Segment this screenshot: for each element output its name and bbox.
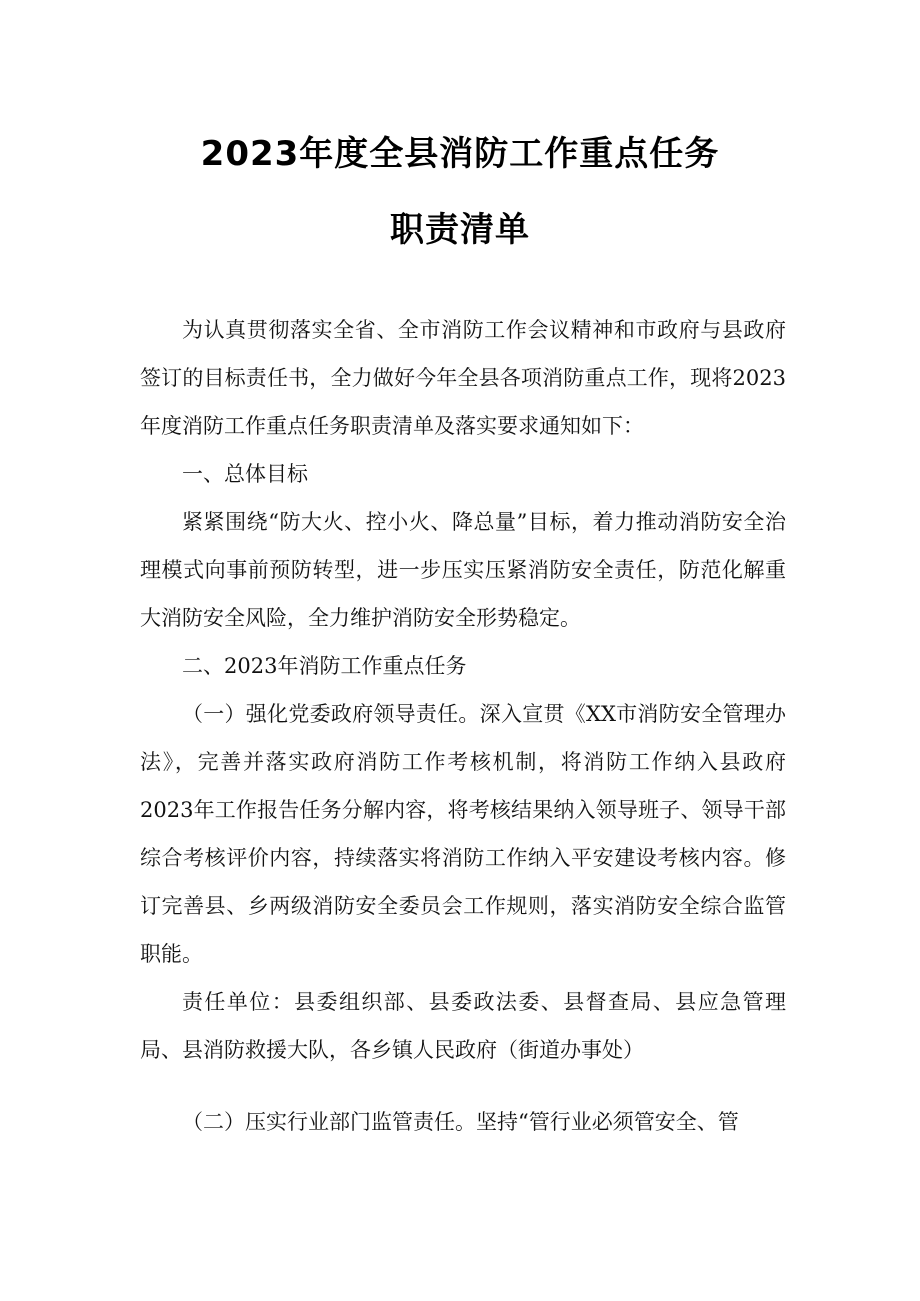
document-body: [140, 306, 786, 1146]
overall-goal-paragraph: 紧紧围绕“防大火、控小火、降总量”目标，着力推动消防安全治理模式向事前预防转型，进一步压实压紧消防安全责任，防范化解重大消防安全风险，全力维护消防安全形势稳定。: [140, 510, 786, 630]
paragraph-spacer: [140, 1074, 786, 1098]
section-heading-overall-goal: 一、总体目标: [182, 462, 308, 486]
task-1-responsible-units: 责任单位：县委组织部、县委政法委、县督查局、县应急管理局、县消防救援大队，各乡镇人民政府（街道办事处）: [140, 990, 786, 1062]
section-heading-key-tasks: 二、2023年消防工作重点任务: [182, 654, 467, 678]
task-2-paragraph: （二）压实行业部门监管责任。坚持“管行业必须管安全、管: [182, 1110, 739, 1134]
intro-paragraph: 为认真贯彻落实全省、全市消防工作会议精神和市政府与县政府签订的目标责任书，全力做好今年全县各项消防重点工作，现将2023年度消防工作重点任务职责清单及落实要求通知如下：: [140, 318, 786, 438]
document-title-line1: 2023年度全县消防工作重点任务: [200, 134, 720, 174]
task-1-paragraph: （一）强化党委政府领导责任。深入宣贯《XX市消防安全管理办法》，完善并落实政府消防工作考核机制，将消防工作纳入县政府2023年工作报告任务分解内容，将考核结果纳入领导班子、领导干部综合考核评价内容，持续落实将消防工作纳入平安建设考核内容。修订完善县、乡两级消防安全委员会工作规则，落实消防安全综合监管职能。: [140, 702, 786, 966]
document-title-line2: 职责清单: [390, 210, 530, 250]
